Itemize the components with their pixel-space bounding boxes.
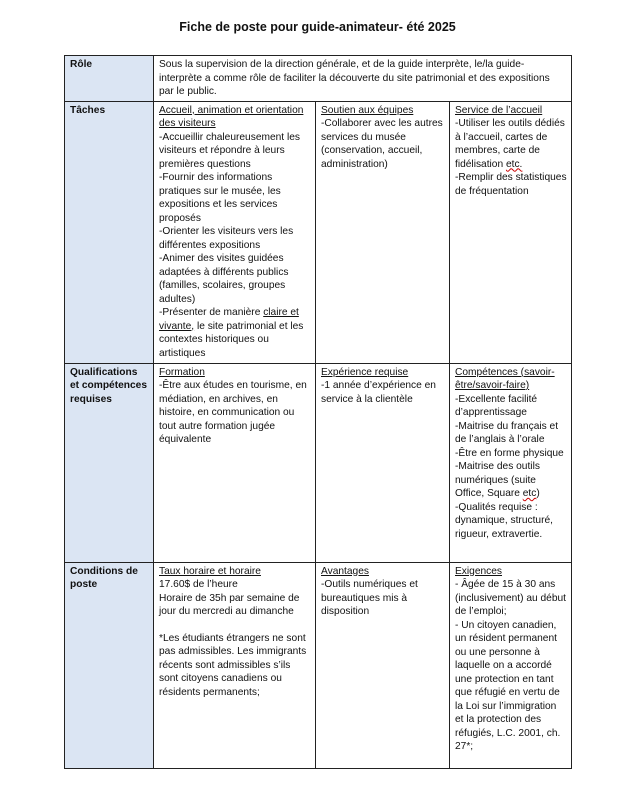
job-table	[64, 55, 572, 769]
underlined-text: claire et vivante,	[159, 307, 299, 332]
list-item-text: )	[536, 488, 540, 499]
list-item: -Orienter les visiteurs vers les différentes expositions	[159, 226, 294, 251]
document-title: Fiche de poste pour guide-animateur- été 2025	[179, 20, 456, 34]
row-qualifications	[65, 363, 572, 562]
list-item: -Être en forme physique	[455, 447, 564, 459]
taches-col-soutien	[316, 101, 450, 363]
taches-col-accueil	[154, 101, 316, 363]
list-item: - Un citoyen canadien, un résident permanent ou une personne à laquelle on a accordé une protection en tant que réfugié en vertu de la Loi sur l’immigration et la protection des réfugiés, L.C. 2001, ch. 27*;	[455, 619, 561, 752]
row-taches	[65, 101, 572, 363]
list-item: -Maitrise du français et de l’anglais à l’orale	[455, 420, 559, 445]
list-item: - Âgée de 15 à 30 ans (inclusivement) au début de l’emploi;	[455, 579, 566, 617]
list-item: -Être aux études en tourisme, en médiation, en archives, en histoire, en communication ou tout autre formation jugée équivalente	[159, 380, 307, 445]
list-item	[159, 306, 311, 360]
row-conditions	[65, 562, 572, 768]
list-item: 17.60$ de l’heure	[159, 579, 238, 590]
section-title: Taux horaire et horaire	[159, 565, 261, 577]
taches-col-service	[450, 101, 572, 363]
role-text: Sous la supervision de la direction générale, et de la guide interprète, le/la guide-interprète a comme rôle de faciliter la découverte du site patrimonial et des expositions par le public.	[154, 56, 572, 102]
spellcheck-text: etc.	[505, 158, 523, 170]
list-item-text: le site patrimonial et les contextes historiques ou artistiques	[159, 320, 304, 359]
section-title: Exigences	[455, 565, 503, 577]
list-item: Horaire de 35h par semaine de jour du mercredi au dimanche	[159, 592, 300, 617]
role-label: Rôle	[65, 56, 154, 102]
spellcheck-text: etc	[522, 488, 537, 499]
list-item-text: -Utiliser les outils dédiés à l’accueil, cartes de membres, carte de fidélisation	[455, 118, 565, 170]
list-item: -Remplir des statistiques de fréquentation	[455, 172, 567, 197]
section-title: Service de l’accueil	[455, 104, 543, 116]
list-item: -Collaborer avec les autres services du musée (conservation, accueil, administration)	[321, 118, 443, 170]
section-title: Accueil, animation et orientation des visiteurs	[159, 104, 304, 129]
list-item: -Qualités requise : dynamique, structuré, rigueur, extravertie.	[455, 501, 553, 540]
spacer	[159, 619, 311, 632]
list-item-text: -Présenter de manière	[159, 307, 264, 318]
conditions-label: Conditions de poste	[65, 562, 154, 768]
list-item: -Animer des visites guidées adaptées à différents publics (familles, scolaires, groupes adultes)	[159, 253, 289, 305]
list-item: -Outils numériques et bureautiques mis à disposition	[321, 579, 418, 617]
taches-label: Tâches	[65, 101, 154, 363]
row-role	[65, 56, 572, 102]
qualifications-col-competences	[450, 363, 572, 562]
list-item	[455, 117, 567, 171]
list-item: -Fournir des informations pratiques sur le musée, les expositions et les services proposés	[159, 172, 281, 224]
list-item-text: -Maitrise des outils numériques (suite Office, Square	[455, 461, 540, 499]
section-title: Compétences (savoir-être/savoir-faire)	[455, 366, 555, 391]
conditions-col-exigences	[450, 562, 572, 768]
section-title: Expérience requise	[321, 366, 409, 378]
qualifications-col-experience	[316, 363, 450, 562]
list-item: -1 année d’expérience en service à la clientèle	[321, 380, 436, 405]
note-text: *Les étudiants étrangers ne sont pas admissibles. Les immigrants récents sont admissibles s’ils sont citoyens canadiens ou résidents permanents;	[159, 632, 307, 698]
qualifications-col-formation	[154, 363, 316, 562]
section-title: Soutien aux équipes	[321, 104, 414, 116]
list-item: -Excellente facilité d’apprentissage	[455, 393, 538, 418]
list-item: -Accueillir chaleureusement les visiteurs et répondre à leurs premières questions	[159, 131, 300, 170]
section-title: Formation	[159, 366, 205, 378]
conditions-col-avantages	[316, 562, 450, 768]
qualifications-label: Qualifications et compétences requises	[65, 363, 154, 562]
conditions-col-taux	[154, 562, 316, 768]
section-title: Avantages	[321, 565, 369, 577]
list-item	[455, 460, 567, 501]
